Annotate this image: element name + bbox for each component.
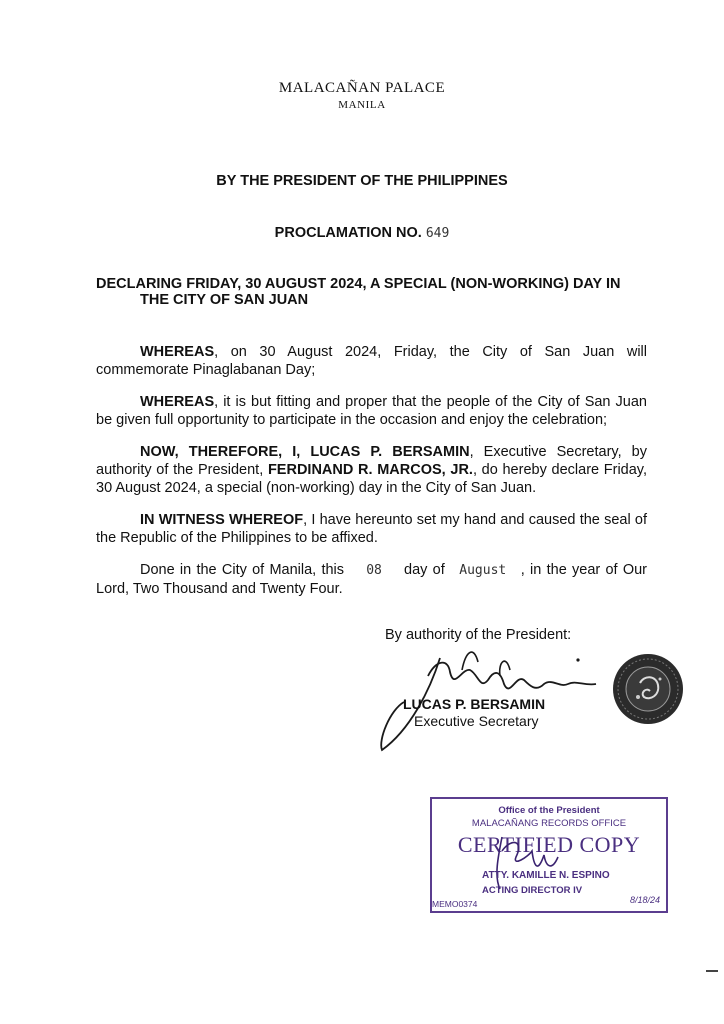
- president-name: FERDINAND R. MARCOS, JR.: [267, 462, 473, 478]
- paragraph-now-therefore: [96, 443, 647, 497]
- page-mark: [706, 970, 718, 972]
- paragraph-lead: WHEREAS: [140, 344, 215, 360]
- paragraph-text: , in the year of Our Lord, Two Thousand and Twenty Four.: [96, 562, 647, 597]
- title-line-1: DECLARING FRIDAY, 30 AUGUST 2024, A SPECIAL (NON-WORKING) DAY IN: [96, 276, 621, 292]
- stamp-office: Office of the President: [498, 805, 600, 816]
- seal-icon: [612, 653, 684, 725]
- month-field: August: [459, 563, 507, 578]
- stamp-signatory-title: ACTING DIRECTOR IV: [482, 885, 583, 896]
- paragraph-text: , Executive Secretary, by authority of the President,: [96, 444, 647, 478]
- paragraph-text: , it is but fitting and proper that the people of the City of San Juan be given full opportunity to participate in the occasion and enjoy the celebration;: [96, 394, 647, 428]
- paragraph-lead: WHEREAS: [140, 394, 215, 410]
- stamp-records-office: MALACAÑANG RECORDS OFFICE: [471, 818, 627, 829]
- paragraph-whereas-2: [96, 393, 647, 429]
- stamp-serial: MEMO0374: [432, 899, 478, 909]
- stamp-signatory-name: ATTY. KAMILLE N. ESPINO: [482, 870, 610, 881]
- title-line-2: THE CITY OF SAN JUAN: [140, 292, 309, 308]
- proclamation-line: [0, 225, 724, 241]
- paragraph-whereas-1: [96, 343, 647, 379]
- signer-title: Executive Secretary: [414, 713, 539, 729]
- paragraph-in-witness: [96, 511, 647, 547]
- paragraph-text: , I have hereunto set my hand and caused the seal of the Republic of the Philippines to be affixed.: [96, 512, 647, 546]
- day-field: 08: [366, 563, 382, 578]
- paragraph-lead: IN WITNESS WHEREOF: [140, 512, 304, 528]
- paragraph-text: , do hereby declare Friday, 30 August 2024, a special (non-working) day in the City of San Juan.: [96, 462, 648, 496]
- stamp-date: 8/18/24: [630, 895, 661, 905]
- proclamation-number: 649: [425, 226, 450, 241]
- paragraph-lead: NOW, THEREFORE, I, LUCAS P. BERSAMIN: [140, 444, 470, 460]
- authority-line: By authority of the President:: [385, 627, 572, 643]
- paragraph-done-in: [96, 561, 647, 598]
- letterhead-palace: MALACAÑAN PALACE: [278, 80, 446, 96]
- heading: BY THE PRESIDENT OF THE PHILIPPINES: [216, 173, 508, 189]
- certified-copy-stamp: [430, 797, 668, 913]
- stamp-certified-copy: CERTIFIED COPY: [457, 832, 641, 857]
- signer-name: LUCAS P. BERSAMIN: [403, 696, 546, 712]
- paragraph-text: day of: [404, 562, 445, 578]
- letterhead-city: MANILA: [338, 99, 386, 111]
- proclamation-label: PROCLAMATION NO.: [274, 225, 422, 241]
- paragraph-text: Done in the City of Manila, this: [140, 562, 345, 578]
- paragraph-text: , on 30 August 2024, Friday, the City of San Juan will commemorate Pinaglabanan Day;: [96, 344, 647, 378]
